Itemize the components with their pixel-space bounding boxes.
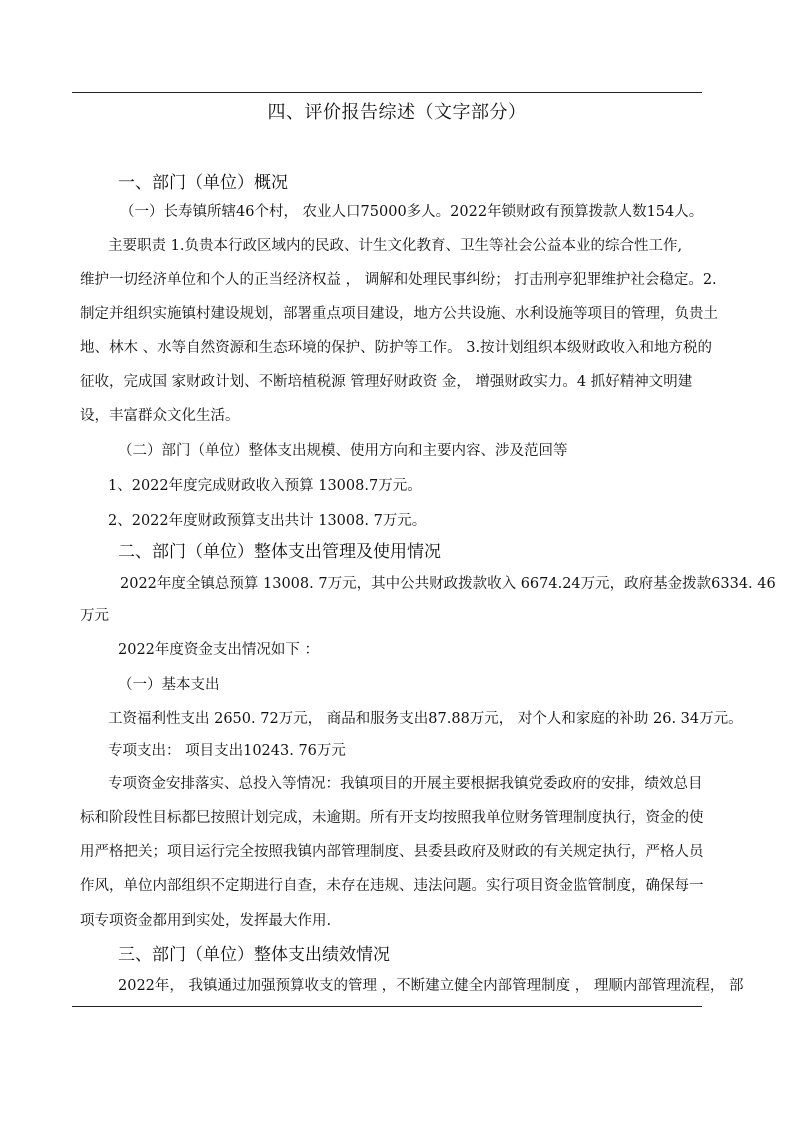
- special-desc-line-1: 专项资金安排落实、总投入等情况：我镇项目的开展主要根据我镇党委政府的安排，绩效总目: [108, 776, 703, 792]
- duties-line-1: 主要职责 1.负贵本行政区域内的民政、计生文化教育、卫生等社会公益本业的综合性工作,: [108, 238, 683, 254]
- page-title: 四、评价报告综述（文字部分）: [267, 102, 527, 123]
- special-desc-line-4: 作风，单位内部组织不定期进行自查，未存在违规、违法问题。实行项目资金监管制度，确保每一: [80, 878, 704, 894]
- duties-line-6: 设，丰富群众文化生活。: [80, 408, 240, 424]
- duties-line-4: 地、林木 、水等自然资源和生态环境的保护、防护等工作。 3.按计划组织本级财政收入和地方税的: [80, 340, 713, 356]
- overview-paragraph: （一）长寿镇所辖46个村， 农业人口75000多人。2022年锁财政有预算拨款人数154人。: [120, 204, 704, 220]
- special-desc-line-2: 标和阶段性目标都巳按照计划完成，未逾期。所有开支均按照我单位财务管理制度执行，资金的使: [80, 810, 704, 826]
- duties-line-5: 征收，完成国 家财政计划、不断培植税源 管理好财政资 金， 增强财政实力。4 抓好精神文明建: [80, 374, 693, 390]
- expenditure-item: 2、2022年度财政预算支出共计 13008. 7万元。: [108, 513, 427, 529]
- duties-line-3: 制定并组织实施镇村建设规划，部署重点项目建设，地方公共设施、水利设施等项目的管理，负贵土: [80, 306, 718, 322]
- spending-intro: 2022年度资金支出情况如下 ：: [118, 642, 320, 658]
- duties-line-2: 维护一切经济单位和个人的正当经济权益 ， 调解和处理民事纠纷； 打击刑亭犯罪维护社会稳定。2.: [80, 272, 717, 288]
- section-2-heading: 二、部门（单位）整体支出管理及使用情况: [118, 542, 441, 562]
- basic-spending-detail: 工资福利性支出 2650. 72万元， 商品和服务支出87.88万元， 对个人和家庭的补助 26. 34万元。: [108, 711, 743, 727]
- basic-spending-heading: （一）基本支出: [118, 677, 220, 693]
- subsection-2-heading: （二）部门（单位）整体支出规模、使用方向和主要内容、涉及范回等: [118, 443, 568, 459]
- top-rule: [72, 92, 702, 93]
- section-1-heading: 一、部门（单位）概况: [118, 173, 288, 193]
- bottom-rule: [72, 1006, 702, 1007]
- budget-paragraph-line-1: 2022年度全镇总预算 13008. 7万元，其中公共财政拨款收入 6674.24万元，政府基金拨款6334. 46: [120, 576, 776, 592]
- revenue-item: 1、2022年度完成财政收入预算 13008.7万元。: [108, 478, 422, 494]
- special-spending: 专项支出： 项目支出10243. 76万元: [108, 743, 346, 759]
- special-desc-line-5: 项专项资金都用到实处，发挥最大作用.: [80, 913, 332, 929]
- performance-paragraph: 2022年， 我镇通过加强预算收支的管理 ，不断建立健全内部管理制度 ， 理顺内部管理流程， 部: [118, 978, 744, 994]
- special-desc-line-3: 用严格把关；项目运行完全按照我镇内部管理制度、县委县政府及财政的有关规定执行，严格人员: [80, 844, 704, 860]
- budget-paragraph-line-2: 万元: [80, 608, 109, 624]
- section-3-heading: 三、部门（单位）整体支出绩效情况: [118, 945, 390, 965]
